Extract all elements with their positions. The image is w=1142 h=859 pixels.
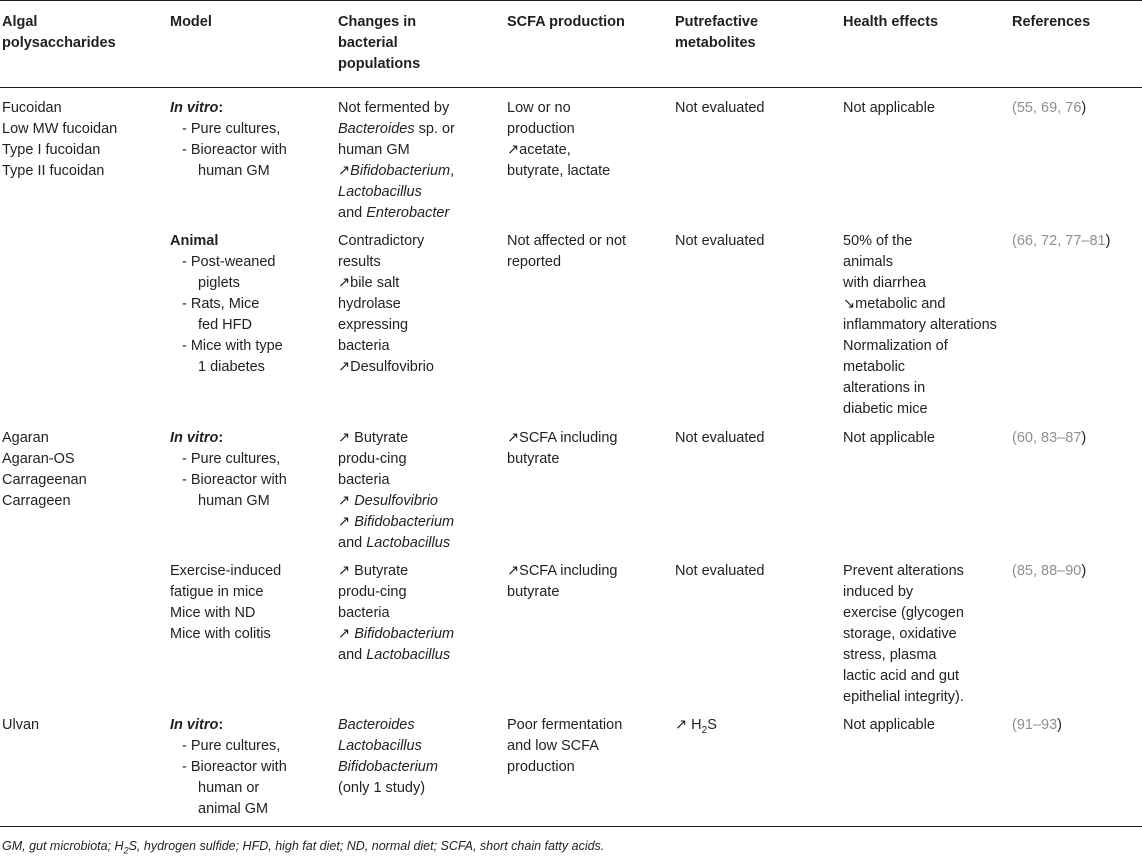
ref-link[interactable]: 85 [1016, 563, 1033, 579]
ref-link[interactable]: 91–93 [1016, 717, 1058, 733]
row1-health: Not applicable [843, 100, 935, 116]
ref-link[interactable]: 88–90 [1041, 563, 1082, 579]
row2-scfa: Not affected or not reported [507, 233, 627, 270]
header-health-effects: Health effects [843, 14, 939, 30]
row1-polysaccharides: Fucoidan Low MW fucoidan Type I fucoidan Type II fucoidan [2, 100, 118, 179]
row4-putrefactive: Not evaluated [675, 563, 765, 579]
row1-putrefactive: Not evaluated [675, 100, 765, 116]
row4-health: Prevent alterations induced by exercise (glycogen storage, oxidative stress, plasma lactic acid and gut epithelial integrity). [843, 563, 964, 705]
row1-scfa: Low or no production ↗acetate, butyrate, lactate [507, 100, 611, 179]
row1-bacteria: Not fermented by Bacteroides sp. or human GM ↗Bifidobacterium, Lactobacillus and Enterobacter [338, 100, 455, 221]
ref-link[interactable]: 60 [1016, 430, 1033, 446]
row2-health: 50% of the animals with diarrhea ↘metabolic and inflammatory alterations Normalization of metabolic alterations in diabetic mice [843, 233, 997, 417]
top-rule [0, 0, 1142, 1]
row3-health: Not applicable [843, 430, 935, 446]
header-references: References [1012, 14, 1091, 30]
ref-link[interactable]: 69 [1041, 100, 1058, 116]
ref-link[interactable]: 77–81 [1065, 233, 1106, 249]
row4-scfa: ↗SCFA including butyrate [507, 563, 618, 600]
row2-bacteria: Contradictory results ↗bile salt hydrolase expressing bacteria ↗Desulfovibrio [338, 233, 434, 375]
row5-polysaccharides: Ulvan [2, 717, 40, 733]
row5-health: Not applicable [843, 717, 935, 733]
row3-polysaccharides: Agaran Agaran-OS Carrageenan Carrageen [2, 430, 87, 509]
header-putrefactive: Putrefactive metabolites [675, 14, 759, 51]
row3-bacteria: ↗ Butyrate produ-cing bacteria ↗ Desulfovibrio ↗ Bifidobacterium and Lactobacillus [338, 430, 455, 551]
row4-bacteria: ↗ Butyrate produ-cing bacteria ↗ Bifidobacterium and Lactobacillus [338, 563, 455, 663]
row2-model: Animal - Post-weaned piglets - Rats, Mice fed HFD - Mice with type 1 diabetes [170, 233, 283, 375]
header-changes-bacterial: Changes in bacterial populations [338, 14, 421, 72]
header-scfa-production: SCFA production [507, 14, 625, 30]
ref-link[interactable]: 83–87 [1041, 430, 1082, 446]
ref-link[interactable]: 76 [1065, 100, 1082, 116]
row2-references: (66, 72, 77–81) [1012, 233, 1111, 249]
ref-link[interactable]: 72 [1041, 233, 1058, 249]
row5-bacteria: Bacteroides Lactobacillus Bifidobacterium (only 1 study) [338, 717, 438, 796]
row5-references: (91–93) [1012, 717, 1063, 733]
bottom-rule [0, 826, 1142, 827]
row5-scfa: Poor fermentation and low SCFA production [507, 717, 623, 775]
row3-references: (60, 83–87) [1012, 430, 1087, 446]
row5-putrefactive: ↗ $H_2S$ [675, 717, 717, 736]
row1-model: In vitro: - Pure cultures, - Bioreactor with human GM [170, 100, 287, 179]
table-footnote: GM, gut microbiota; $H_2S$, hydrogen sulfide; HFD, high fat diet; ND, normal diet; SCFA, short chain fatty acids. [2, 839, 605, 856]
row5-model: In vitro: - Pure cultures, - Bioreactor with human or animal GM [170, 717, 287, 817]
header-algal-polysaccharides: Algal polysaccharides [2, 14, 116, 51]
ref-link[interactable]: 66 [1016, 233, 1033, 249]
row1-references: (55, 69, 76) [1012, 100, 1087, 116]
ref-link[interactable]: 55 [1016, 100, 1033, 116]
row4-model: Exercise-induced fatigue in mice Mice with ND Mice with colitis [170, 563, 282, 642]
row3-putrefactive: Not evaluated [675, 430, 765, 446]
row3-model: In vitro: - Pure cultures, - Bioreactor with human GM [170, 430, 287, 509]
row2-putrefactive: Not evaluated [675, 233, 765, 249]
header-rule [0, 87, 1142, 88]
header-model: Model [170, 14, 212, 30]
row3-scfa: ↗SCFA including butyrate [507, 430, 618, 467]
row4-references: (85, 88–90) [1012, 563, 1087, 579]
